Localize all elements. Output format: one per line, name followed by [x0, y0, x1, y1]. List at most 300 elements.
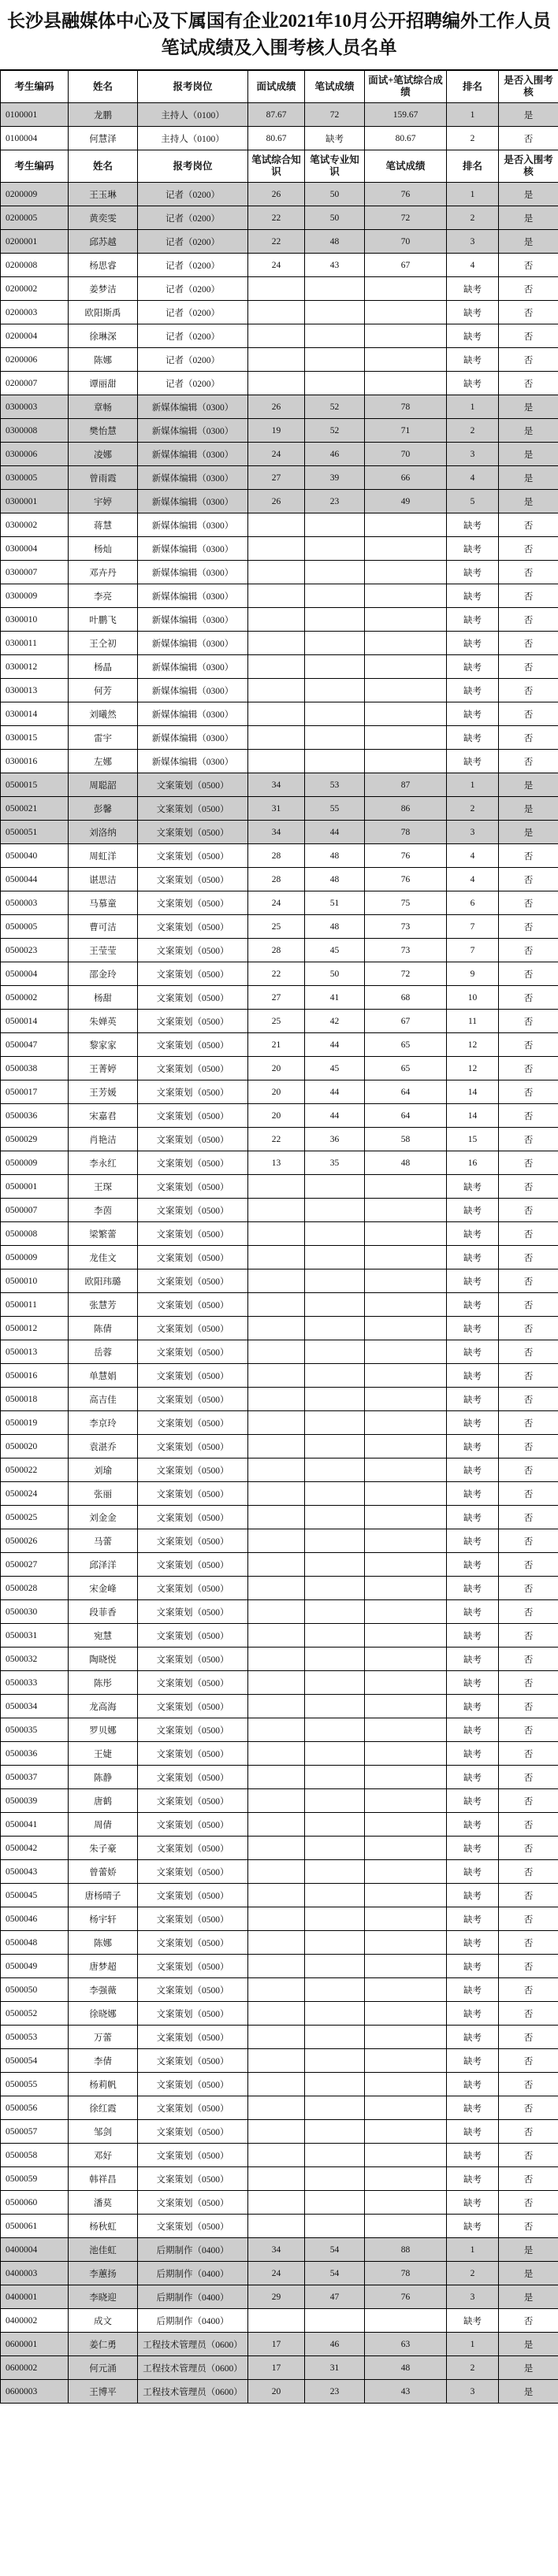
table-row	[1, 277, 558, 301]
cell-score-b	[305, 513, 365, 537]
cell-score-a: 20	[248, 2380, 305, 2404]
cell-rank: 缺考	[447, 1482, 499, 1506]
cell-shortlisted: 否	[499, 1624, 558, 1648]
cell-candidate-id: 0500031	[1, 1624, 69, 1648]
cell-position: 新媒体编辑（0300）	[138, 608, 248, 632]
cell-score-a	[248, 1364, 305, 1388]
cell-score-a	[248, 1837, 305, 1860]
cell-score-a	[248, 1742, 305, 1766]
cell-rank: 缺考	[447, 561, 499, 584]
cell-position: 文案策划（0500）	[138, 1151, 248, 1175]
table-row	[1, 1269, 558, 1293]
table-row	[1, 2356, 558, 2380]
cell-candidate-id: 0500050	[1, 1978, 69, 2002]
cell-position: 文案策划（0500）	[138, 962, 248, 986]
cell-score-a: 20	[248, 1104, 305, 1128]
cell-candidate-id: 0500009	[1, 1151, 69, 1175]
cell-position: 文案策划（0500）	[138, 2144, 248, 2167]
cell-candidate-id: 0500042	[1, 1837, 69, 1860]
cell-score-b	[305, 1529, 365, 1553]
cell-shortlisted: 是	[499, 2285, 558, 2309]
cell-rank: 缺考	[447, 1695, 499, 1718]
cell-name: 王仝初	[69, 632, 138, 655]
cell-rank: 缺考	[447, 324, 499, 348]
table-row	[1, 2238, 558, 2262]
cell-candidate-id: 0400003	[1, 2262, 69, 2285]
cell-position: 文案策划（0500）	[138, 1411, 248, 1435]
cell-candidate-id: 0300010	[1, 608, 69, 632]
cell-score-a: 25	[248, 1010, 305, 1033]
table-row	[1, 1317, 558, 1340]
results-table	[0, 70, 558, 2404]
cell-position: 文案策划（0500）	[138, 1648, 248, 1671]
cell-candidate-id: 0500002	[1, 986, 69, 1010]
cell-position: 文案策划（0500）	[138, 1671, 248, 1695]
cell-rank: 2	[447, 2262, 499, 2285]
cell-position: 文案策划（0500）	[138, 1317, 248, 1340]
table-row	[1, 2049, 558, 2073]
table-row	[1, 702, 558, 726]
cell-score-b	[305, 1907, 365, 1931]
cell-rank: 缺考	[447, 1435, 499, 1458]
cell-candidate-id: 0600001	[1, 2333, 69, 2356]
table-row	[1, 773, 558, 797]
cell-shortlisted: 是	[499, 490, 558, 513]
cell-name: 欧阳玮璐	[69, 1269, 138, 1293]
cell-name: 唐杨晴子	[69, 1884, 138, 1907]
cell-score-c	[365, 1293, 447, 1317]
cell-shortlisted: 否	[499, 2049, 558, 2073]
table-row	[1, 466, 558, 490]
cell-score-a: 26	[248, 183, 305, 206]
cell-score-c	[365, 750, 447, 773]
cell-shortlisted: 否	[499, 1907, 558, 1931]
cell-candidate-id: 0500038	[1, 1057, 69, 1080]
cell-shortlisted: 否	[499, 891, 558, 915]
cell-position: 记者（0200）	[138, 372, 248, 395]
cell-position: 后期制作（0400）	[138, 2262, 248, 2285]
cell-shortlisted: 否	[499, 1553, 558, 1577]
cell-rank: 缺考	[447, 1293, 499, 1317]
table-row	[1, 537, 558, 561]
cell-rank: 缺考	[447, 348, 499, 372]
cell-score-b: 44	[305, 1080, 365, 1104]
table-row	[1, 1458, 558, 1482]
cell-position: 工程技术管理员（0600）	[138, 2333, 248, 2356]
cell-candidate-id: 0500034	[1, 1695, 69, 1718]
cell-rank: 缺考	[447, 513, 499, 537]
cell-score-a	[248, 1931, 305, 1955]
cell-position: 文案策划（0500）	[138, 1931, 248, 1955]
cell-score-b	[305, 1600, 365, 1624]
cell-score-a: 21	[248, 1033, 305, 1057]
cell-score-b: 35	[305, 1151, 365, 1175]
cell-candidate-id: 0500052	[1, 2002, 69, 2026]
cell-score-b: 48	[305, 230, 365, 254]
table-row	[1, 1199, 558, 1222]
cell-score-a: 22	[248, 962, 305, 986]
cell-name: 万蕾	[69, 2026, 138, 2049]
column-header-name: 姓名	[69, 150, 138, 183]
cell-score-c	[365, 1837, 447, 1860]
table-row	[1, 2120, 558, 2144]
cell-score-a: 22	[248, 206, 305, 230]
cell-shortlisted: 否	[499, 1648, 558, 1671]
cell-candidate-id: 0500058	[1, 2144, 69, 2167]
cell-shortlisted: 否	[499, 1766, 558, 1789]
cell-candidate-id: 0500018	[1, 1388, 69, 1411]
cell-score-b: 50	[305, 183, 365, 206]
cell-shortlisted: 否	[499, 915, 558, 939]
cell-score-a: 27	[248, 986, 305, 1010]
cell-name: 李晓迎	[69, 2285, 138, 2309]
cell-score-c	[365, 1860, 447, 1884]
cell-position: 文案策划（0500）	[138, 986, 248, 1010]
table-row	[1, 1222, 558, 1246]
cell-rank: 1	[447, 395, 499, 419]
cell-score-a: 87.67	[248, 103, 305, 127]
cell-score-c	[365, 1388, 447, 1411]
cell-name: 宛慧	[69, 1624, 138, 1648]
cell-name: 罗贝娜	[69, 1718, 138, 1742]
cell-score-b: 72	[305, 103, 365, 127]
table-row	[1, 632, 558, 655]
table-row	[1, 962, 558, 986]
cell-candidate-id: 0200007	[1, 372, 69, 395]
table-row	[1, 348, 558, 372]
cell-score-c: 68	[365, 986, 447, 1010]
cell-candidate-id: 0500060	[1, 2191, 69, 2215]
cell-score-c: 73	[365, 915, 447, 939]
cell-score-a	[248, 1175, 305, 1199]
cell-score-c: 78	[365, 395, 447, 419]
cell-shortlisted: 否	[499, 2167, 558, 2191]
cell-score-c: 64	[365, 1080, 447, 1104]
cell-candidate-id: 0500021	[1, 797, 69, 821]
cell-score-b	[305, 1624, 365, 1648]
table-row	[1, 655, 558, 679]
column-header-shortlisted: 是否入围考核	[499, 150, 558, 183]
table-row	[1, 750, 558, 773]
cell-rank: 3	[447, 2380, 499, 2404]
cell-score-c	[365, 1482, 447, 1506]
cell-score-c	[365, 1955, 447, 1978]
cell-rank: 缺考	[447, 1246, 499, 1269]
table-body	[1, 71, 558, 2404]
cell-shortlisted: 否	[499, 1955, 558, 1978]
cell-position: 主持人（0100）	[138, 127, 248, 150]
cell-score-a: 22	[248, 230, 305, 254]
cell-name: 刘曦然	[69, 702, 138, 726]
cell-rank: 14	[447, 1080, 499, 1104]
cell-score-b	[305, 1577, 365, 1600]
cell-name: 杨甜	[69, 986, 138, 1010]
cell-position: 文案策划（0500）	[138, 1222, 248, 1246]
cell-rank: 缺考	[447, 1388, 499, 1411]
table-row	[1, 1577, 558, 1600]
cell-score-a: 27	[248, 466, 305, 490]
cell-name: 龙佳文	[69, 1246, 138, 1269]
cell-rank: 缺考	[447, 1411, 499, 1435]
cell-score-a	[248, 2073, 305, 2096]
table-row	[1, 1718, 558, 1742]
cell-candidate-id: 0300015	[1, 726, 69, 750]
cell-shortlisted: 否	[499, 1695, 558, 1718]
cell-shortlisted: 否	[499, 939, 558, 962]
cell-candidate-id: 0500056	[1, 2096, 69, 2120]
cell-score-b: 51	[305, 891, 365, 915]
cell-score-a	[248, 1813, 305, 1837]
cell-score-b: 53	[305, 773, 365, 797]
title-line-1: 长沙县融媒体中心及下属国有企业2021年10月公开招聘编外工作人员	[7, 11, 551, 31]
table-row	[1, 1411, 558, 1435]
cell-score-c	[365, 1884, 447, 1907]
cell-score-a	[248, 1482, 305, 1506]
table-row	[1, 2285, 558, 2309]
cell-shortlisted: 是	[499, 103, 558, 127]
cell-candidate-id: 0400002	[1, 2309, 69, 2333]
cell-name: 黎家家	[69, 1033, 138, 1057]
table-row	[1, 1837, 558, 1860]
cell-score-a	[248, 632, 305, 655]
cell-shortlisted: 是	[499, 2238, 558, 2262]
cell-score-a	[248, 1766, 305, 1789]
table-row	[1, 1175, 558, 1199]
column-header-score-b: 笔试专业知识	[305, 150, 365, 183]
cell-candidate-id: 0600002	[1, 2356, 69, 2380]
cell-position: 后期制作（0400）	[138, 2309, 248, 2333]
cell-shortlisted: 否	[499, 2120, 558, 2144]
cell-score-a: 28	[248, 868, 305, 891]
cell-rank: 2	[447, 797, 499, 821]
cell-score-b	[305, 702, 365, 726]
table-row	[1, 1340, 558, 1364]
cell-shortlisted: 否	[499, 1199, 558, 1222]
cell-score-b: 23	[305, 2380, 365, 2404]
cell-rank: 缺考	[447, 301, 499, 324]
cell-position: 记者（0200）	[138, 183, 248, 206]
cell-score-c	[365, 1317, 447, 1340]
cell-score-b	[305, 561, 365, 584]
cell-name: 曾蕾娇	[69, 1860, 138, 1884]
cell-score-a	[248, 1529, 305, 1553]
cell-score-b: 43	[305, 254, 365, 277]
table-row	[1, 230, 558, 254]
cell-position: 记者（0200）	[138, 254, 248, 277]
cell-name: 陈静	[69, 1766, 138, 1789]
table-row	[1, 1246, 558, 1269]
column-header-score-a: 面试成绩	[248, 71, 305, 103]
cell-score-b	[305, 2049, 365, 2073]
table-row	[1, 584, 558, 608]
cell-rank: 缺考	[447, 2144, 499, 2167]
cell-shortlisted: 否	[499, 1388, 558, 1411]
cell-score-b: 39	[305, 466, 365, 490]
cell-name: 岳蓉	[69, 1340, 138, 1364]
cell-name: 潘莫	[69, 2191, 138, 2215]
cell-candidate-id: 0500032	[1, 1648, 69, 1671]
cell-score-b	[305, 1293, 365, 1317]
cell-name: 李茵	[69, 1199, 138, 1222]
cell-score-b	[305, 2096, 365, 2120]
cell-candidate-id: 0300011	[1, 632, 69, 655]
cell-score-c	[365, 301, 447, 324]
cell-shortlisted: 否	[499, 1128, 558, 1151]
cell-score-a	[248, 1600, 305, 1624]
table-row	[1, 1884, 558, 1907]
table-row	[1, 2026, 558, 2049]
cell-position: 主持人（0100）	[138, 103, 248, 127]
cell-score-b	[305, 2120, 365, 2144]
cell-score-b: 48	[305, 868, 365, 891]
cell-position: 工程技术管理员（0600）	[138, 2380, 248, 2404]
cell-rank: 缺考	[447, 1340, 499, 1364]
cell-name: 邹剑	[69, 2120, 138, 2144]
cell-score-b	[305, 1695, 365, 1718]
cell-score-c	[365, 2073, 447, 2096]
cell-candidate-id: 0500047	[1, 1033, 69, 1057]
cell-name: 韩祥昌	[69, 2167, 138, 2191]
cell-rank: 缺考	[447, 1860, 499, 1884]
cell-score-a	[248, 277, 305, 301]
cell-name: 王琛	[69, 1175, 138, 1199]
cell-score-c: 71	[365, 419, 447, 443]
table-row	[1, 939, 558, 962]
table-row	[1, 1364, 558, 1388]
table-row	[1, 1671, 558, 1695]
cell-name: 陈娜	[69, 1931, 138, 1955]
cell-candidate-id: 0500048	[1, 1931, 69, 1955]
cell-shortlisted: 否	[499, 277, 558, 301]
cell-name: 刘洛纳	[69, 821, 138, 844]
table-row	[1, 608, 558, 632]
cell-candidate-id: 0500013	[1, 1340, 69, 1364]
cell-score-c	[365, 1600, 447, 1624]
cell-shortlisted: 否	[499, 1458, 558, 1482]
cell-score-c	[365, 1506, 447, 1529]
cell-score-b	[305, 750, 365, 773]
cell-score-c	[365, 1340, 447, 1364]
cell-position: 新媒体编辑（0300）	[138, 702, 248, 726]
cell-score-b	[305, 1978, 365, 2002]
cell-score-a: 22	[248, 1128, 305, 1151]
cell-name: 高吉佳	[69, 1388, 138, 1411]
cell-score-c: 75	[365, 891, 447, 915]
cell-shortlisted: 否	[499, 1978, 558, 2002]
cell-score-c	[365, 1931, 447, 1955]
cell-score-a	[248, 1411, 305, 1435]
cell-name: 邱苏越	[69, 230, 138, 254]
cell-score-c: 66	[365, 466, 447, 490]
cell-score-a: 13	[248, 1151, 305, 1175]
cell-candidate-id: 0500061	[1, 2215, 69, 2238]
cell-position: 文案策划（0500）	[138, 2073, 248, 2096]
cell-rank: 缺考	[447, 2026, 499, 2049]
cell-candidate-id: 0500036	[1, 1104, 69, 1128]
cell-rank: 15	[447, 1128, 499, 1151]
cell-score-a	[248, 1435, 305, 1458]
cell-rank: 2	[447, 206, 499, 230]
cell-score-a	[248, 608, 305, 632]
table-row	[1, 490, 558, 513]
table-row	[1, 324, 558, 348]
cell-shortlisted: 是	[499, 419, 558, 443]
cell-position: 文案策划（0500）	[138, 939, 248, 962]
cell-shortlisted: 否	[499, 1884, 558, 1907]
cell-name: 王婕	[69, 1742, 138, 1766]
cell-rank: 缺考	[447, 1671, 499, 1695]
cell-score-b	[305, 1199, 365, 1222]
cell-rank: 缺考	[447, 1742, 499, 1766]
cell-name: 王玉琳	[69, 183, 138, 206]
cell-rank: 缺考	[447, 1506, 499, 1529]
cell-score-b	[305, 1506, 365, 1529]
cell-name: 王博平	[69, 2380, 138, 2404]
cell-shortlisted: 否	[499, 324, 558, 348]
cell-name: 马慕童	[69, 891, 138, 915]
cell-candidate-id: 0100004	[1, 127, 69, 150]
cell-name: 曾雨霞	[69, 466, 138, 490]
cell-name: 段菲香	[69, 1600, 138, 1624]
cell-candidate-id: 0500001	[1, 1175, 69, 1199]
cell-rank: 缺考	[447, 1364, 499, 1388]
cell-score-b	[305, 1388, 365, 1411]
cell-rank: 缺考	[447, 2073, 499, 2096]
cell-position: 文案策划（0500）	[138, 821, 248, 844]
cell-score-c: 65	[365, 1057, 447, 1080]
cell-score-c	[365, 324, 447, 348]
cell-score-a: 31	[248, 797, 305, 821]
cell-rank: 1	[447, 2238, 499, 2262]
table-row	[1, 1553, 558, 1577]
cell-score-a	[248, 2096, 305, 2120]
cell-score-a: 24	[248, 891, 305, 915]
table-row	[1, 2333, 558, 2356]
cell-rank: 1	[447, 773, 499, 797]
cell-score-b: 44	[305, 1033, 365, 1057]
cell-score-c	[365, 1435, 447, 1458]
cell-candidate-id: 0500010	[1, 1269, 69, 1293]
cell-shortlisted: 否	[499, 1246, 558, 1269]
cell-shortlisted: 否	[499, 1033, 558, 1057]
table-row	[1, 986, 558, 1010]
cell-position: 文案策划（0500）	[138, 844, 248, 868]
cell-score-c	[365, 1648, 447, 1671]
cell-score-c	[365, 726, 447, 750]
cell-name: 张丽	[69, 1482, 138, 1506]
cell-score-c: 88	[365, 2238, 447, 2262]
cell-score-b: 54	[305, 2238, 365, 2262]
cell-rank: 2	[447, 2356, 499, 2380]
cell-score-b	[305, 608, 365, 632]
cell-score-a	[248, 1577, 305, 1600]
table-row	[1, 821, 558, 844]
cell-rank: 缺考	[447, 2309, 499, 2333]
cell-candidate-id: 0500022	[1, 1458, 69, 1482]
cell-score-a	[248, 1340, 305, 1364]
cell-position: 文案策划（0500）	[138, 1010, 248, 1033]
cell-candidate-id: 0200003	[1, 301, 69, 324]
cell-score-a: 20	[248, 1057, 305, 1080]
cell-name: 杨秋虹	[69, 2215, 138, 2238]
cell-score-b	[305, 1718, 365, 1742]
cell-score-c	[365, 277, 447, 301]
cell-candidate-id: 0100001	[1, 103, 69, 127]
cell-candidate-id: 0500016	[1, 1364, 69, 1388]
cell-shortlisted: 否	[499, 608, 558, 632]
cell-score-c	[365, 537, 447, 561]
cell-score-c: 67	[365, 1010, 447, 1033]
